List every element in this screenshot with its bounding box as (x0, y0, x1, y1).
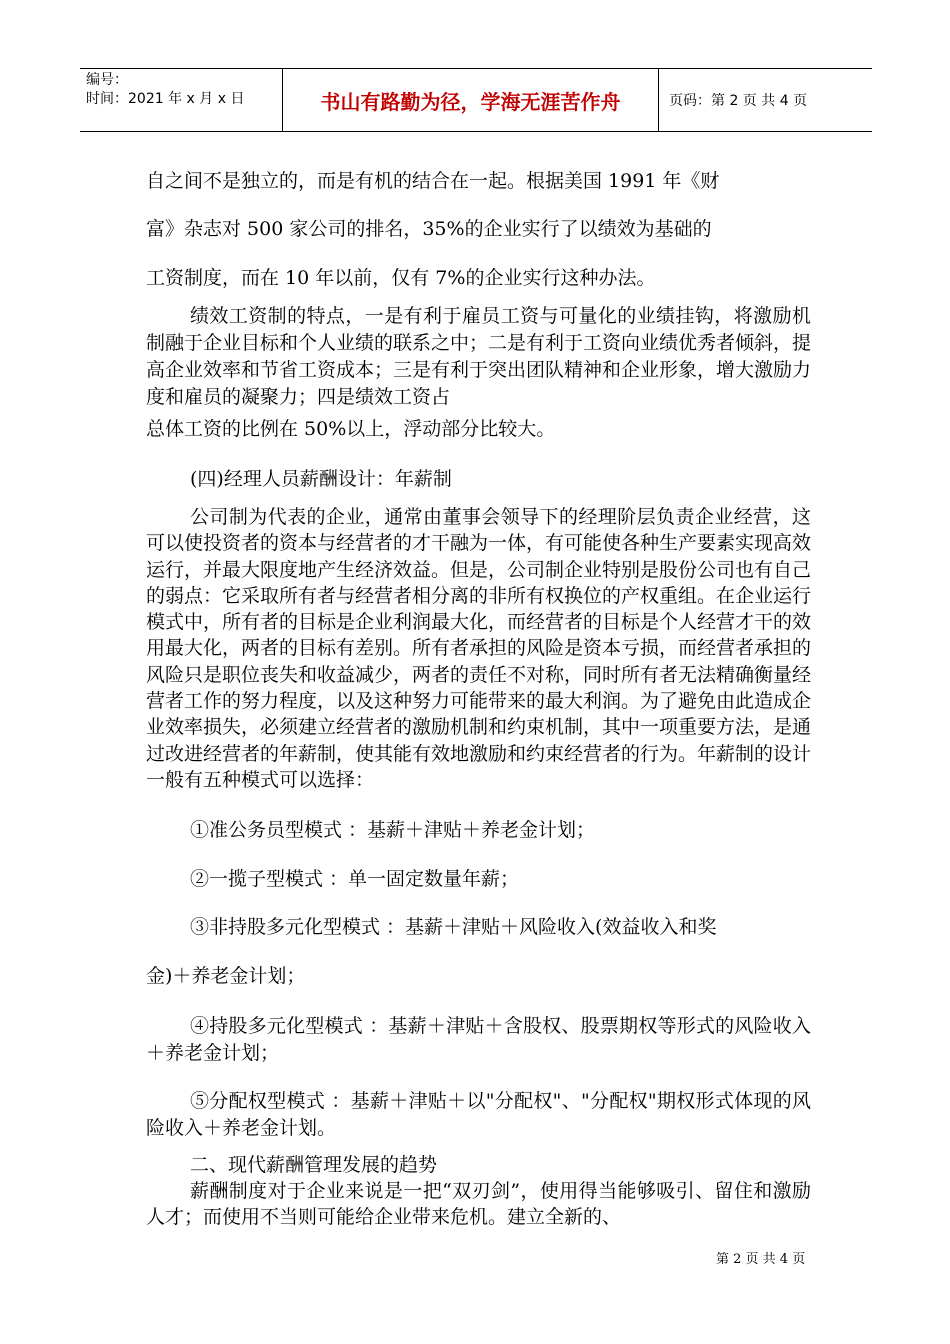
footer-page-number: 第 2 页 共 4 页 (716, 1252, 806, 1267)
performance-pay-paragraph-end: 总体工资的比例在 50%以上，浮动部分比较大。 (146, 418, 556, 440)
header-motto: 书山有路勤为径，学海无涯苦作舟 (283, 69, 659, 131)
mode-item-3: ③非持股多元化型模式 ：基薪＋津贴＋风险收入(效益收入和奖 (190, 916, 717, 938)
paragraph-line: 自之间不是独立的，而是有机的结合在一起。根据美国 1991 年《财 (146, 170, 720, 192)
page-header (80, 68, 872, 132)
document-number-label: 编号： (86, 72, 128, 88)
section-heading-2: 二、现代薪酬管理发展的趋势 (190, 1154, 438, 1176)
header-meta (80, 69, 283, 131)
mode-item-2: ②一揽子型模式 ：单一固定数量年薪； (190, 868, 520, 890)
document-time-label: 时间：2021 年 x 月 x 日 (86, 91, 245, 107)
paragraph-line: 工资制度，而在 10 年以前，仅有 7%的企业实行这种办法。 (146, 267, 656, 289)
annual-salary-paragraph: 公司制为代表的企业，通常由董事会领导下的经理阶层负责企业经营，这可以使投资者的资本与经营者的才干融为一体，有可能使各种生产要素实现高效运行，并最大限度地产生经济效益。但是，公司制企业特别是股份公司也有自己的弱点：它采取所有者与经营者相分离的非所有权换位的产权重组。在企业运行模式中，所有者的目标是企业利润最大化，而经营者的目标是个人经营才干的效用最大化，两者的目标有差别。所有者承担的风险是资本亏损，而经营者承担的风险只是职位丧失和收益减少，两者的责任不对称，同时所有者无法精确衡量经营者工作的努力程度，以及这种努力可能带来的最大利润。为了避免由此造成企业效率损失，必须建立经营者的激励机制和约束机制，其中一项重要方法，是通过改进经营者的年薪制，使其能有效地激励和约束经营者的行为。年薪制的设计一般有五种模式可以选择： (146, 506, 812, 791)
mode-item-1: ①准公务员型模式 ：基薪＋津贴＋养老金计划； (190, 819, 596, 841)
section-heading-4: (四)经理人员薪酬设计：年薪制 (190, 468, 452, 490)
mode-item-4: ④持股多元化型模式 ：基薪＋津贴＋含股权、股票期权等形式的风险收入＋养老金计划； (146, 1015, 811, 1064)
mode-item-3-continued: 金)＋养老金计划； (146, 965, 306, 987)
performance-pay-paragraph: 绩效工资制的特点，一是有利于雇员工资与可量化的业绩挂钩，将激励机制融于企业目标和个人业绩的联系之中；二是有利于工资向业绩优秀者倾斜，提高企业效率和节省工资成本；三是有利于突出团队精神和企业形象，增大激励力度和雇员的凝聚力；四是绩效工资占 (146, 305, 812, 408)
trend-paragraph: 薪酬制度对于企业来说是一把“双刃剑”，使用得当能够吸引、留住和激励人才；而使用不当则可能给企业带来危机。建立全新的、 (146, 1180, 811, 1228)
mode-item-5: ⑤分配权型模式 ：基薪＋津贴＋以"分配权"、"分配权"期权形式体现的风险收入＋养老金计划。 (146, 1090, 811, 1139)
header-page-number: 页码：第 2 页 共 4 页 (669, 93, 808, 109)
paragraph-line: 富》杂志对 500 家公司的排名，35%的企业实行了以绩效为基础的 (146, 218, 712, 240)
